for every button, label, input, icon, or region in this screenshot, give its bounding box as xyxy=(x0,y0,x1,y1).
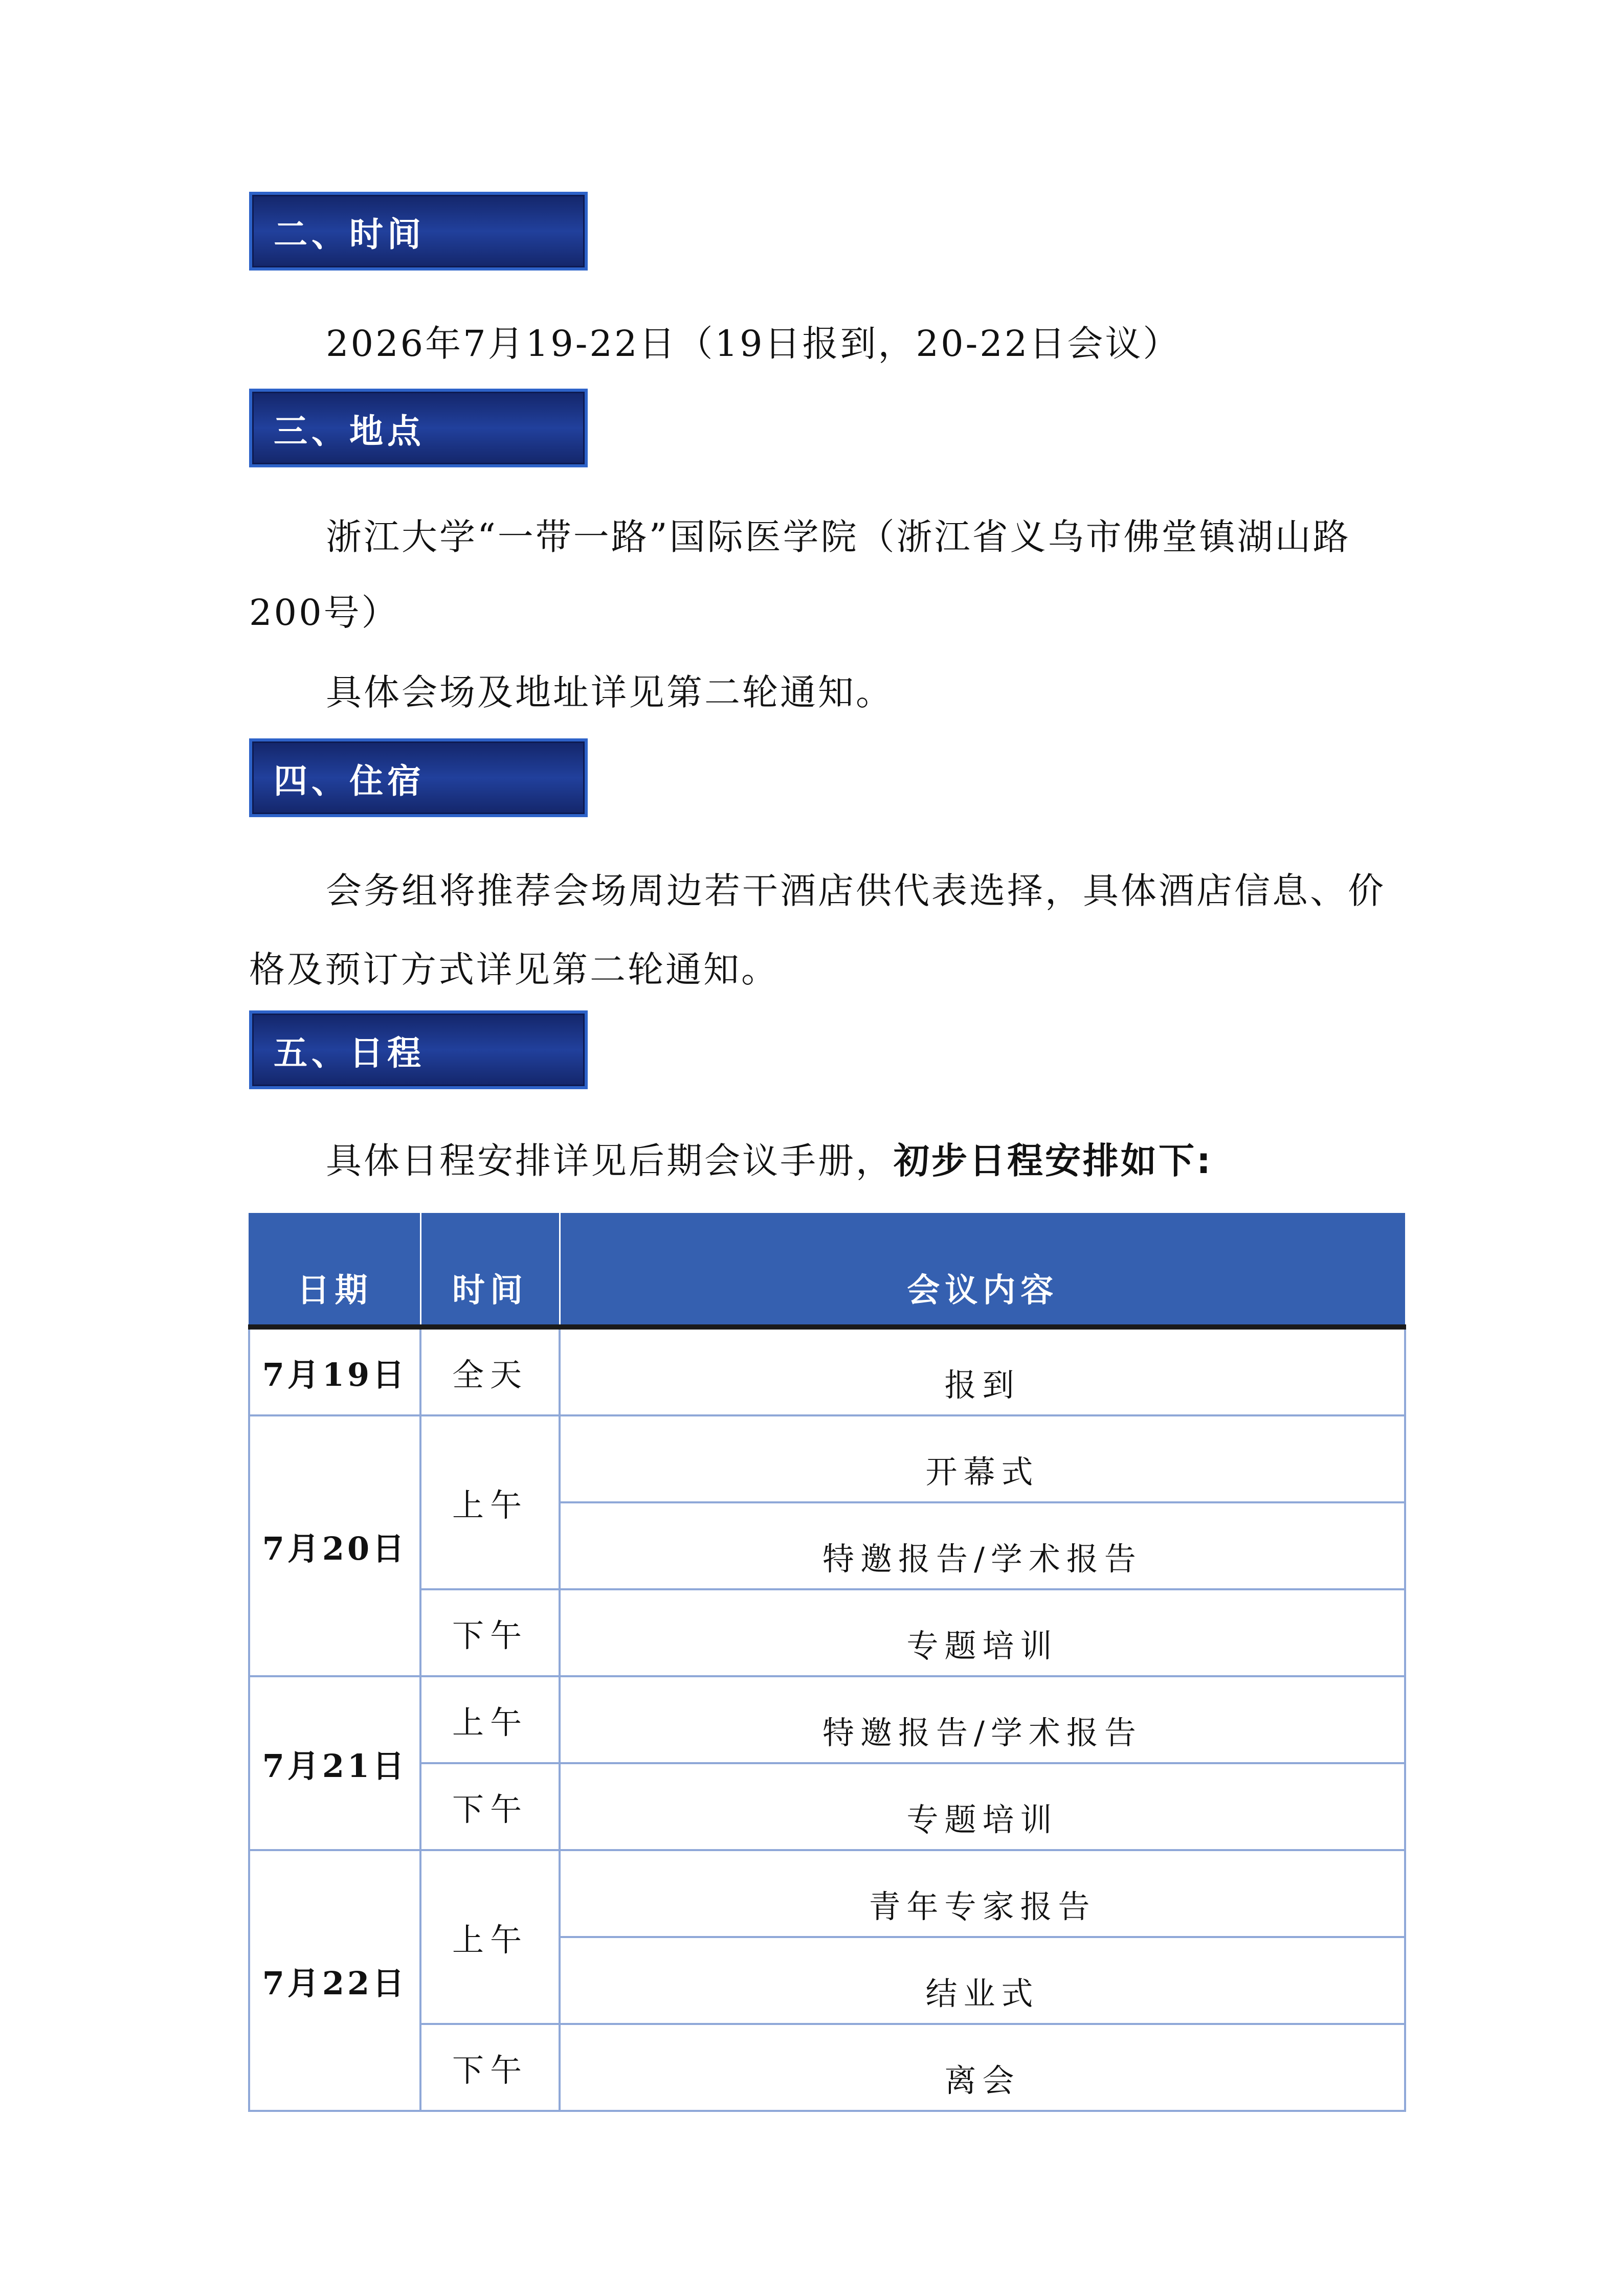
period-cell: 下午 xyxy=(420,2024,560,2111)
schedule-intro xyxy=(326,1123,1477,1199)
period-cell: 上午 xyxy=(420,1676,560,1763)
table-row xyxy=(249,1415,1405,1502)
schedule-table xyxy=(248,1213,1406,2112)
section-heading-schedule xyxy=(249,1010,588,1089)
table-row xyxy=(249,1850,1405,1937)
lodging-text-line2: 格及预订方式详见第二轮通知。 xyxy=(249,949,779,991)
schedule-intro-text: 具体日程安排详见后期会议手册， xyxy=(326,1140,894,1182)
table-row xyxy=(249,1327,1405,1415)
header-date: 日期 xyxy=(249,1213,420,1327)
content-cell: 结业式 xyxy=(560,1937,1405,2024)
table-row xyxy=(249,1676,1405,1763)
period-cell: 下午 xyxy=(420,1589,560,1676)
table-row xyxy=(249,1763,1405,1850)
section-heading-time-label: 二、时间 xyxy=(274,214,425,254)
time-text: 2026年7月19-22日（19日报到，20-22日会议） xyxy=(326,323,1181,365)
section-heading-location xyxy=(249,389,588,467)
date-cell: 7月21日 xyxy=(249,1676,420,1850)
section-heading-schedule-label: 五、日程 xyxy=(274,1033,425,1073)
location-text-line2: 200号） xyxy=(249,592,399,634)
header-content: 会议内容 xyxy=(560,1213,1405,1327)
content-cell: 特邀报告/学术报告 xyxy=(560,1502,1405,1589)
location-text-2: 具体会场及地址详见第二轮通知。 xyxy=(326,671,894,713)
content-cell: 专题培训 xyxy=(560,1763,1405,1850)
date-cell: 7月20日 xyxy=(249,1415,420,1676)
section-heading-lodging xyxy=(249,738,588,817)
section-heading-location-label: 三、地点 xyxy=(274,411,425,451)
date-cell: 7月19日 xyxy=(249,1327,420,1415)
table-row xyxy=(249,2024,1405,2111)
content-cell: 离会 xyxy=(560,2024,1405,2111)
table-row xyxy=(249,1589,1405,1676)
date-cell: 7月22日 xyxy=(249,1850,420,2111)
content-cell: 特邀报告/学术报告 xyxy=(560,1676,1405,1763)
lodging-text-line1: 会务组将推荐会场周边若干酒店供代表选择，具体酒店信息、价 xyxy=(326,870,1386,912)
period-cell: 全天 xyxy=(420,1327,560,1415)
period-cell: 下午 xyxy=(420,1763,560,1850)
content-cell: 专题培训 xyxy=(560,1589,1405,1676)
period-cell: 上午 xyxy=(420,1850,560,2024)
schedule-intro-bold: 初步日程安排如下: xyxy=(894,1140,1213,1182)
section-heading-lodging-label: 四、住宿 xyxy=(274,761,425,801)
section-heading-time xyxy=(249,192,588,271)
header-time: 时间 xyxy=(420,1213,560,1327)
content-cell: 开幕式 xyxy=(560,1415,1405,1502)
content-cell: 报到 xyxy=(560,1327,1405,1415)
period-cell: 上午 xyxy=(420,1415,560,1589)
table-header-row xyxy=(249,1213,1405,1327)
content-cell: 青年专家报告 xyxy=(560,1850,1405,1937)
location-text-line1: 浙江大学“一带一路”国际医学院（浙江省义乌市佛堂镇湖山路 xyxy=(326,516,1351,558)
